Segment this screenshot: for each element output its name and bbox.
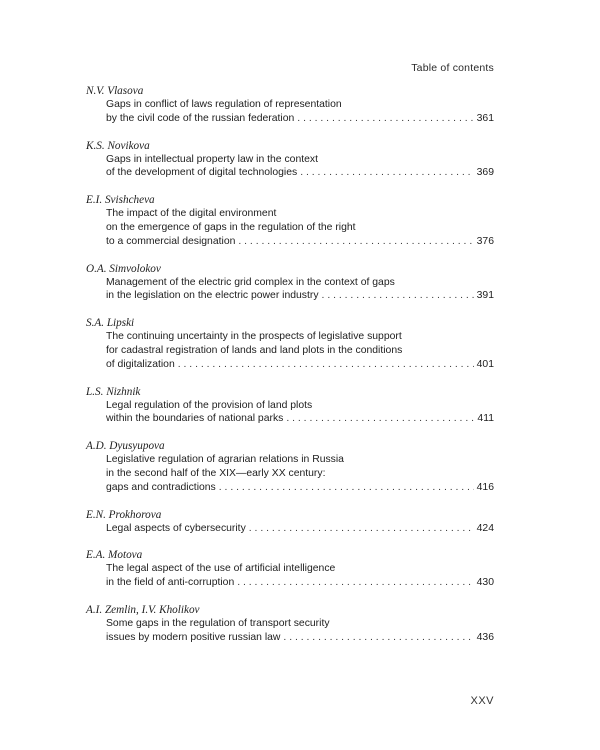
toc-title-line: Gaps in intellectual property law in the context [106, 153, 318, 165]
toc-title-line: Some gaps in the regulation of transport security [106, 617, 330, 629]
dot-leader [249, 522, 474, 536]
toc-page-number: 411 [477, 413, 494, 425]
toc-title-last-line [86, 481, 494, 495]
toc-title-line: The impact of the digital environment [106, 208, 277, 220]
toc-title-last-line [86, 522, 494, 536]
page-number: XXV [470, 695, 494, 707]
toc-title-line: The continuing uncertainty in the prospects of legislative support [106, 331, 402, 343]
toc-page-number: 401 [476, 358, 494, 370]
toc-title-line: for cadastral registration of lands and land plots in the conditions [106, 344, 403, 356]
toc-title-line: gaps and contradictions [106, 481, 216, 493]
running-header: Table of contents [411, 62, 494, 74]
toc-entry [86, 603, 494, 645]
toc-title-last-line [86, 412, 494, 426]
toc-title-last-line [86, 112, 494, 126]
dot-leader [297, 112, 473, 126]
toc-entry [86, 439, 494, 494]
toc-title-line: Legislative regulation of agrarian relations in Russia [106, 454, 344, 466]
toc-author: A.D. Dyusyupova [86, 440, 165, 453]
toc-title-line: of digitalization [106, 358, 175, 370]
dot-leader [322, 289, 474, 303]
dot-leader [237, 576, 473, 590]
toc-title-line: of the development of digital technologies [106, 167, 298, 179]
toc-title-line: on the emergence of gaps in the regulation of the right [106, 221, 356, 233]
toc-title-line: in the second half of the XIX—early XX century: [106, 467, 326, 479]
toc-entry [86, 139, 494, 181]
toc-title-line: Gaps in conflict of laws regulation of representation [106, 99, 342, 110]
toc-entry [86, 548, 494, 590]
toc-author: E.A. Motova [86, 549, 143, 562]
dot-leader [219, 481, 474, 495]
toc-title-last-line [86, 631, 494, 645]
toc-entry [86, 84, 494, 126]
toc-title-last-line [86, 289, 494, 303]
toc-title-line: Management of the electric grid complex in the context of gaps [106, 276, 395, 288]
toc-entry [86, 508, 494, 536]
toc-title-line: by the civil code of the russian federation [106, 112, 295, 124]
toc-entry [86, 193, 494, 248]
toc-title-line: The legal aspect of the use of artificial intelligence [106, 563, 336, 575]
toc-author: N.V. Vlasova [86, 85, 144, 97]
toc-page-number: 416 [476, 481, 494, 493]
dot-leader [300, 166, 473, 180]
toc-title-last-line [86, 358, 494, 372]
dot-leader [283, 631, 473, 645]
toc-page-number: 391 [476, 290, 494, 302]
toc-author: E.I. Svishcheva [86, 194, 155, 207]
table-of-contents [86, 84, 494, 658]
toc-title-line: in the field of anti-corruption [106, 577, 235, 589]
toc-page-number: 430 [476, 577, 494, 589]
toc-title-line: Legal aspects of cybersecurity [106, 522, 246, 534]
toc-title-last-line [86, 235, 494, 249]
toc-page-number: 361 [476, 112, 494, 124]
dot-leader [178, 358, 474, 372]
toc-entry [86, 316, 494, 371]
toc-author: S.A. Lipski [86, 317, 135, 330]
toc-title-last-line [86, 576, 494, 590]
toc-page-number: 376 [476, 235, 494, 247]
toc-title-line: in the legislation on the electric power industry [106, 290, 319, 302]
toc-page-number: 436 [476, 631, 494, 643]
toc-title-last-line [86, 166, 494, 180]
toc-author: O.A. Simvolokov [86, 262, 161, 275]
toc-page-number: 369 [476, 167, 494, 179]
toc-entry [86, 385, 494, 427]
dot-leader [286, 412, 474, 426]
toc-author: E.N. Prokhorova [86, 508, 162, 521]
dot-leader [238, 235, 473, 249]
toc-title-line: to a commercial designation [106, 235, 236, 247]
toc-title-line: issues by modern positive russian law [106, 631, 281, 643]
toc-title-line: Legal regulation of the provision of land plots [106, 399, 313, 411]
toc-entry [86, 262, 494, 304]
toc-author: L.S. Nizhnik [86, 385, 141, 398]
toc-page-number: 424 [476, 522, 494, 534]
toc-author: A.I. Zemlin, I.V. Kholikov [86, 603, 200, 616]
toc-title-line: within the boundaries of national parks [106, 413, 284, 425]
toc-author: K.S. Novikova [86, 139, 150, 152]
